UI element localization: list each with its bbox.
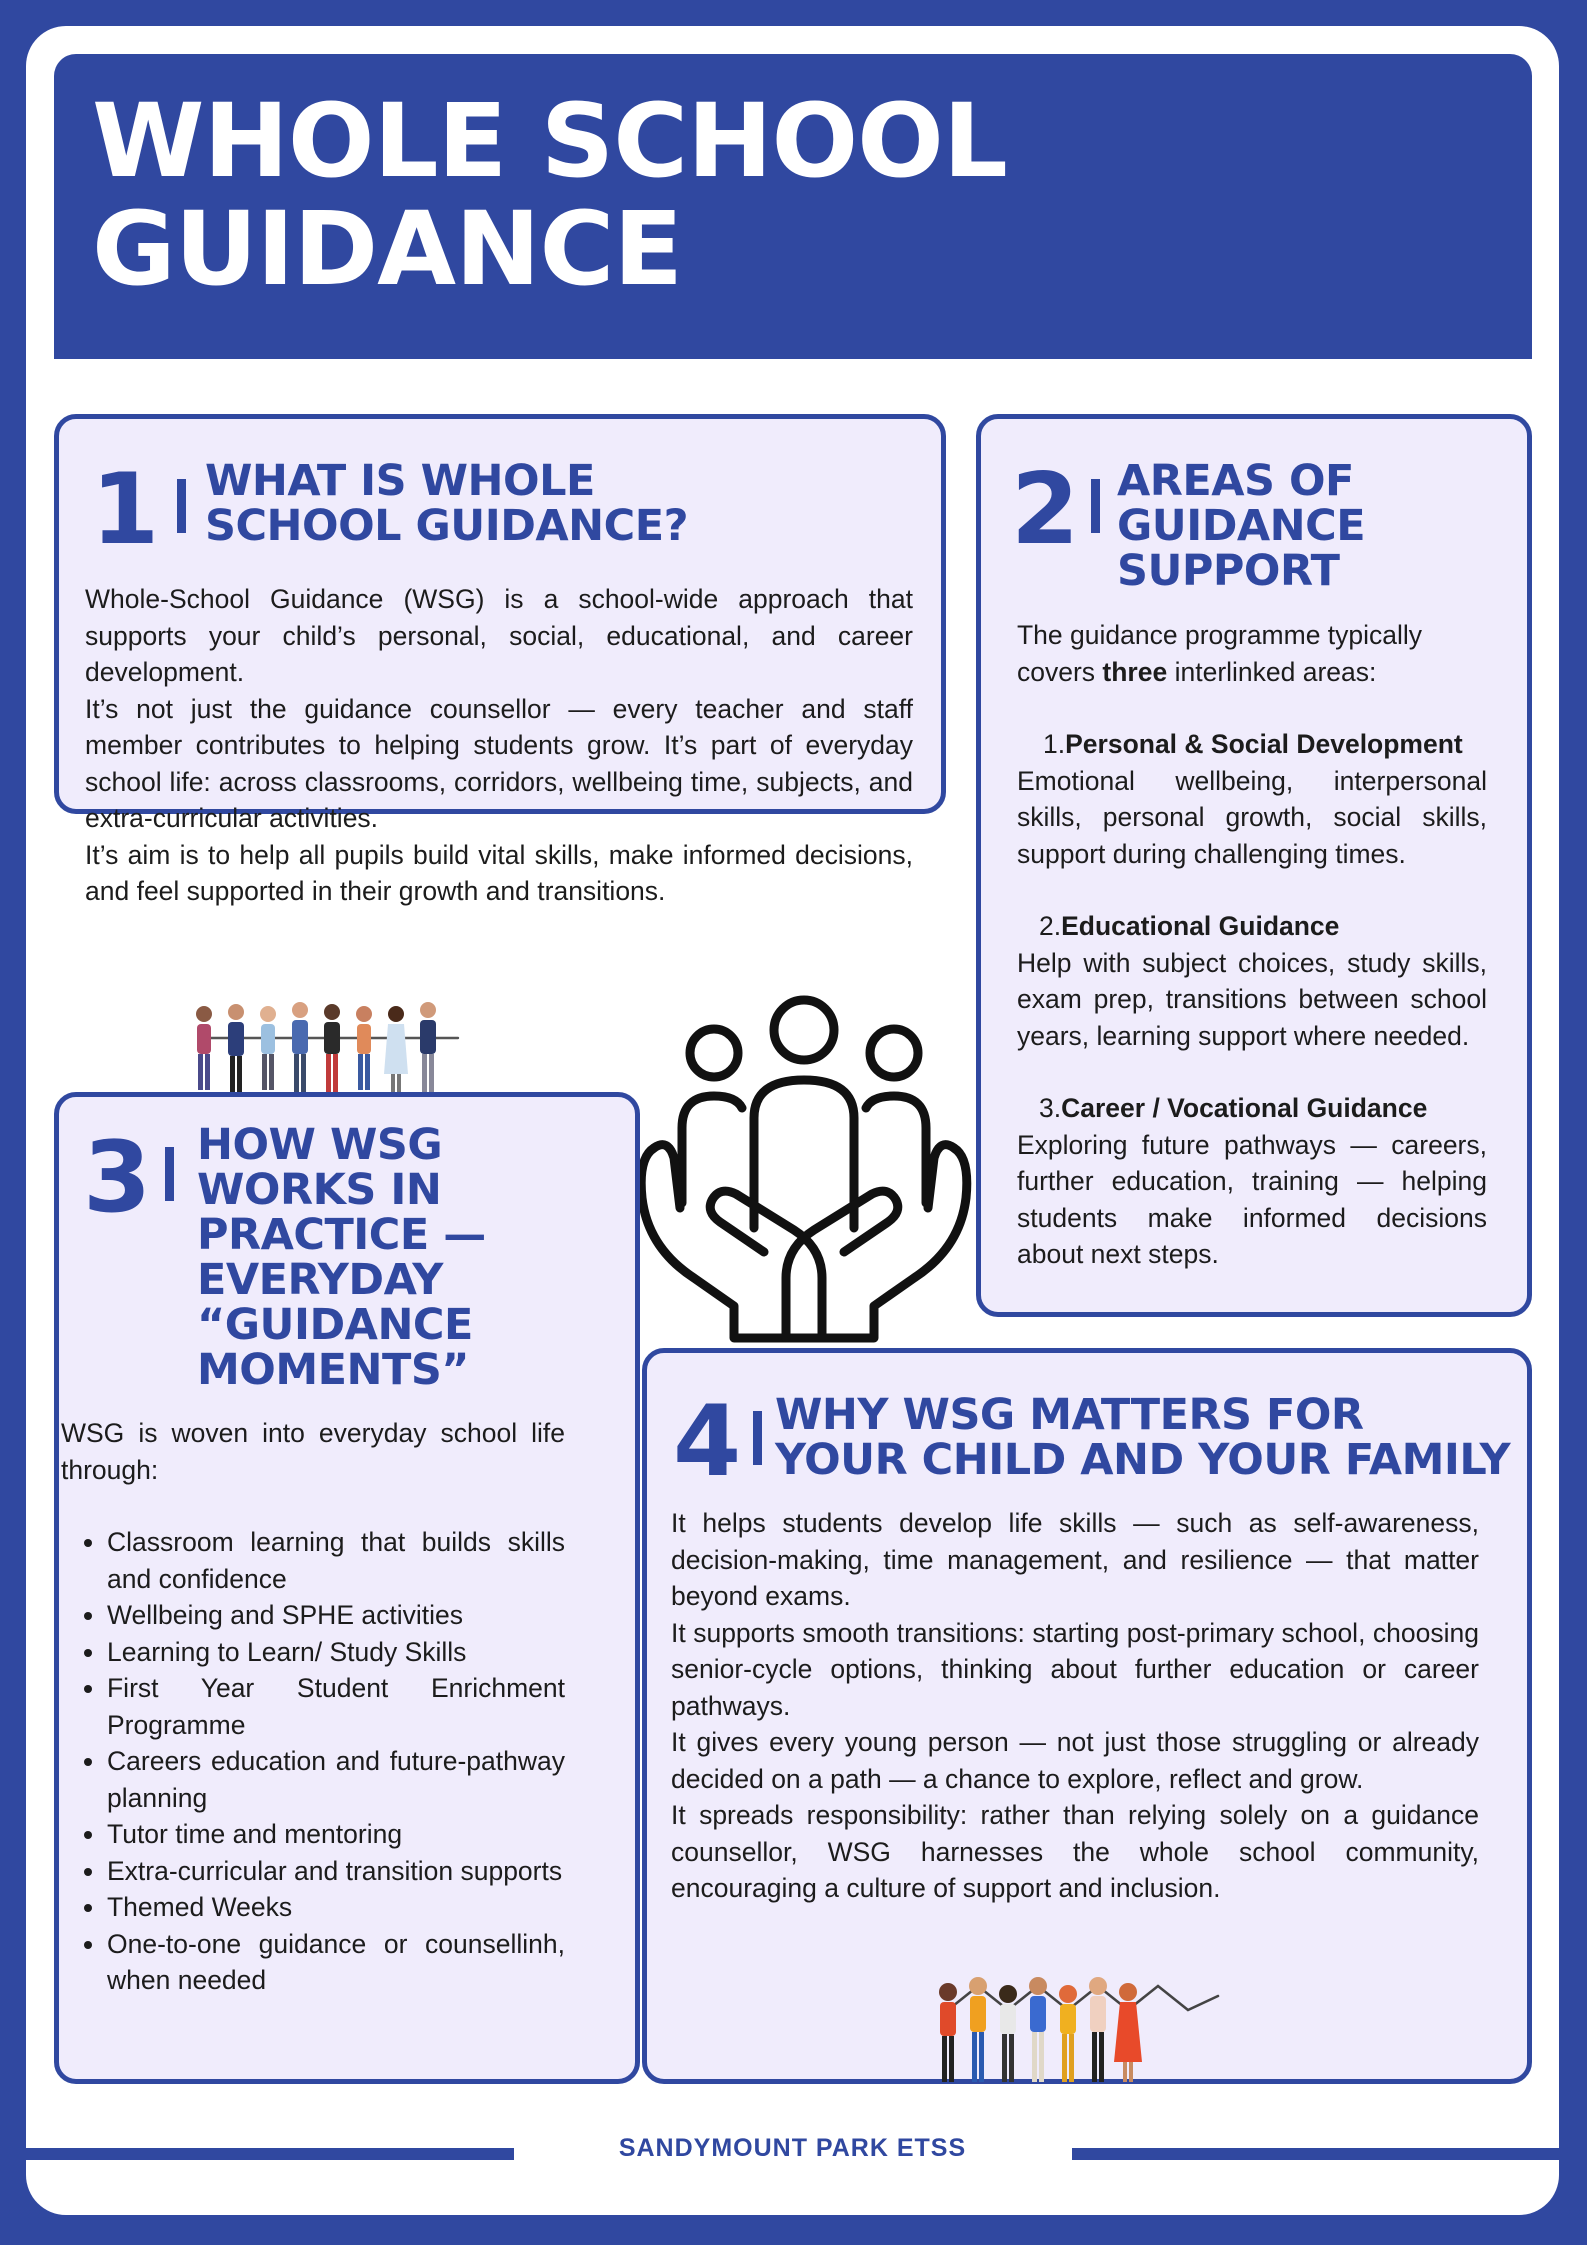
person-figure xyxy=(324,1004,340,1092)
section-2-card xyxy=(976,414,1532,1317)
paragraph: It supports smooth transitions: starting post-primary school, choosing senior-cycle options, thinking about further education or career pathways. xyxy=(671,1617,1479,1721)
page-title: WHOLE SCHOOL GUIDANCE xyxy=(92,82,1007,309)
section-2-title: AREAS OF GUIDANCE SUPPORT xyxy=(1117,456,1366,596)
list-item: • Classroom learning that builds skills and confidence xyxy=(107,1524,565,1597)
person-figure xyxy=(999,1985,1017,2082)
person-figure xyxy=(292,1002,308,1092)
person-figure xyxy=(1089,1977,1107,2082)
paragraph: Whole-School Guidance (WSG) is a school-wide approach that supports your child’s personal, social, educational, and career development. xyxy=(85,584,913,687)
section-2-divider xyxy=(1091,479,1100,533)
list-item: • Wellbeing and SPHE activities xyxy=(107,1597,565,1634)
section-3-card xyxy=(54,1092,640,2084)
section-3-divider xyxy=(165,1147,174,1201)
paragraph: It gives every young person — not just those struggling or already decided on a path — a chance to explore, reflect and grow. xyxy=(671,1727,1479,1794)
section-4-body xyxy=(671,1505,1479,1907)
person-figure xyxy=(384,1006,408,1092)
section-1-number: 1 xyxy=(91,453,160,567)
list-item: • Learning to Learn/ Study Skills xyxy=(107,1634,565,1671)
list-item: • Careers education and future-pathway planning xyxy=(107,1743,565,1816)
diverse-people-holding-hands-illustration xyxy=(926,1966,1246,2096)
paragraph: It spreads responsibility: rather than relying solely on a guidance counsellor, WSG harnesses the whole school community, encouraging a culture of support and inclusion. xyxy=(671,1800,1479,1903)
section-3-number: 3 xyxy=(83,1121,152,1235)
guidance-area-personal: 1.Personal & Social Development Emotional wellbeing, interpersonal skills, personal growth, social skills, support during challenging times. xyxy=(1017,729,1487,869)
paragraph: It’s aim is to help all pupils build vital skills, make informed decisions, and feel supported in their growth and transitions. xyxy=(85,839,913,906)
person-figure xyxy=(356,1006,372,1090)
person-figure xyxy=(939,1983,957,2082)
person-figure xyxy=(228,1004,244,1092)
section-2-body xyxy=(1017,617,1487,1273)
guidance-area-educational: 2.Educational Guidance Help with subject choices, study skills, exam prep, transitions between school years, learning support where needed. xyxy=(1017,911,1487,1051)
section-1-card xyxy=(54,414,946,906)
person-figure xyxy=(196,1006,212,1090)
person-figure xyxy=(1059,1985,1077,2082)
list-item: • Extra-curricular and transition supports xyxy=(107,1853,565,1890)
section-4-divider xyxy=(753,1411,762,1465)
guidance-area-career: 3.Career / Vocational Guidance Exploring future pathways — careers, further education, training — helping students make informed decisions about next steps. xyxy=(1017,1093,1487,1269)
section-4-title: WHY WSG MATTERS FOR YOUR CHILD AND YOUR FAMILY xyxy=(775,1390,1511,1485)
person-figure xyxy=(260,1006,276,1090)
section-3-body xyxy=(61,1415,565,1999)
paragraph: It’s not just the guidance counsellor — every teacher and staff member contributes to helping students grow. It’s part of everyday school life: across classrooms, corridors, wellbeing time, subjects, and extra-curricular activities. xyxy=(85,693,913,833)
list-item: • Tutor time and mentoring xyxy=(107,1816,565,1853)
guidance-moments-list xyxy=(61,1524,565,1999)
list-item: • Themed Weeks xyxy=(107,1889,565,1926)
hands-holding-people-icon xyxy=(624,998,984,1358)
section-2-intro: The guidance programme typically covers three interlinked areas: xyxy=(1017,620,1423,687)
footer-school-name: SANDYMOUNT PARK ETSS xyxy=(618,2134,967,2162)
section-1-divider xyxy=(177,479,186,533)
person-figure xyxy=(420,1002,436,1092)
person-figure xyxy=(969,1977,987,2082)
section-3-title: HOW WSG WORKS IN PRACTICE — EVERYDAY “GUIDANCE MOMENTS” xyxy=(197,1120,486,1395)
section-2-number: 2 xyxy=(1011,453,1080,567)
poster-frame xyxy=(26,26,1559,2215)
list-item: • One-to-one guidance or counsellinh, when needed xyxy=(107,1926,565,1999)
paragraph: It helps students develop life skills — such as self-awareness, decision-making, time management, and resilience — that matter beyond exams. xyxy=(671,1508,1479,1611)
section-1-body xyxy=(85,581,913,910)
person-figure xyxy=(1029,1977,1047,2082)
people-holding-hands-illustration xyxy=(186,996,476,1106)
section-4-number: 4 xyxy=(673,1385,742,1499)
section-3-intro: WSG is woven into everyday school life through: xyxy=(61,1418,565,1485)
header-banner xyxy=(54,54,1532,359)
section-1-title: WHAT IS WHOLE SCHOOL GUIDANCE? xyxy=(205,456,689,551)
list-item: • First Year Student Enrichment Programme xyxy=(107,1670,565,1743)
person-figure xyxy=(1114,1983,1142,2082)
